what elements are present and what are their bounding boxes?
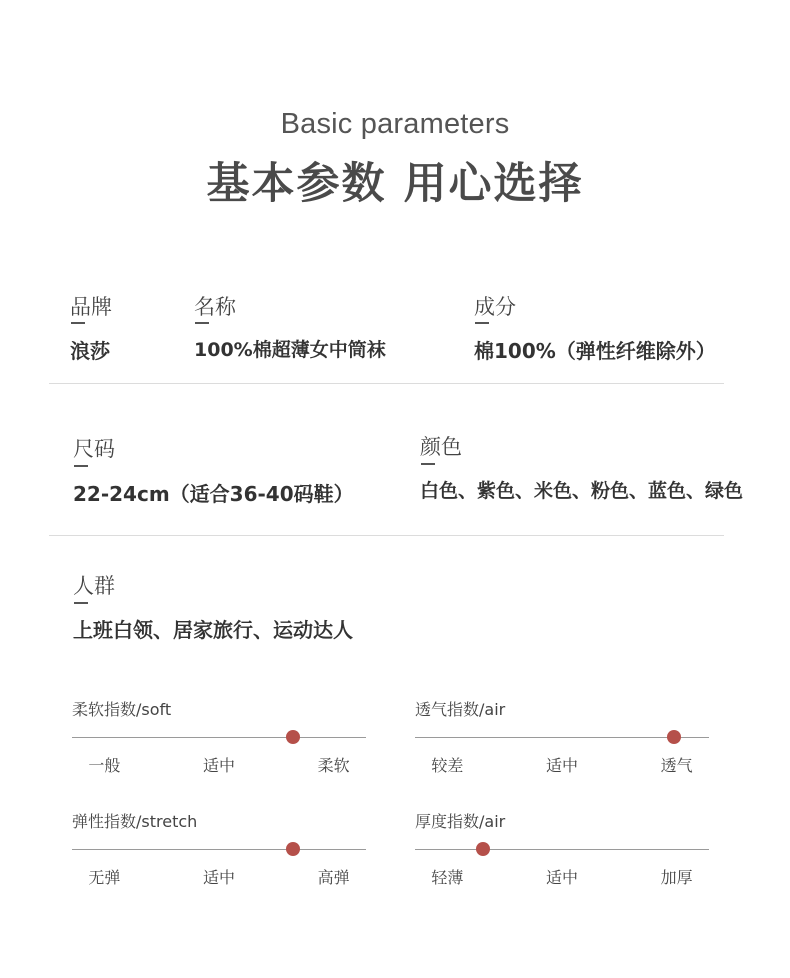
size-value: 22-24cm（适合36-40码鞋）: [73, 482, 354, 506]
color-label: 颜色: [420, 435, 462, 459]
divider-1: [49, 383, 724, 384]
size-label: 尺码: [73, 437, 115, 461]
color-value: 白色、紫色、米色、粉色、蓝色、绿色: [420, 480, 744, 502]
brand-value: 浪莎: [70, 339, 110, 363]
meter-tick-label: 无弹: [88, 868, 121, 887]
name-label-underline: [195, 322, 209, 324]
meter-tick-label: 加厚: [660, 868, 693, 887]
audience-value: 上班白领、居家旅行、运动达人: [73, 618, 353, 642]
meter-track-thickness: [415, 849, 709, 850]
meter-tick-label: 一般: [88, 756, 121, 775]
meter-tick-label: 高弹: [317, 868, 350, 887]
meter-level-dot-air: [667, 730, 681, 744]
meter-track-soft: [72, 737, 366, 738]
meter-tick-label: 较差: [431, 756, 464, 775]
meter-track-air: [415, 737, 709, 738]
meter-tick-label: 轻薄: [431, 868, 464, 887]
meter-level-dot-soft: [286, 730, 300, 744]
meter-tick-label: 适中: [202, 868, 235, 887]
meter-level-dot-thickness: [476, 842, 490, 856]
color-label-underline: [421, 463, 435, 465]
name-label: 名称: [194, 295, 236, 319]
meter-title-thickness: 厚度指数/air: [415, 812, 506, 831]
audience-label: 人群: [73, 574, 115, 598]
name-value: 100%棉超薄女中筒袜: [194, 339, 386, 361]
brand-label-underline: [71, 322, 85, 324]
meter-tick-label: 透气: [660, 756, 693, 775]
meter-tick-label: 适中: [202, 756, 235, 775]
meter-tick-label: 适中: [545, 756, 578, 775]
meter-title-air: 透气指数/air: [415, 700, 506, 719]
brand-label: 品牌: [70, 295, 112, 319]
meter-level-dot-stretch: [286, 842, 300, 856]
page-title: 基本参数 用心选择: [206, 159, 584, 209]
meter-title-stretch: 弹性指数/stretch: [72, 812, 198, 831]
divider-2: [49, 535, 724, 536]
meter-track-stretch: [72, 849, 366, 850]
subtitle-en: Basic parameters: [280, 108, 510, 140]
audience-label-underline: [74, 602, 88, 604]
meter-tick-label: 柔软: [317, 756, 350, 775]
material-label: 成分: [474, 295, 516, 319]
meter-tick-label: 适中: [545, 868, 578, 887]
size-label-underline: [74, 465, 88, 467]
material-value: 棉100%（弹性纤维除外）: [474, 339, 716, 363]
meter-title-soft: 柔软指数/soft: [72, 700, 172, 719]
material-label-underline: [475, 322, 489, 324]
